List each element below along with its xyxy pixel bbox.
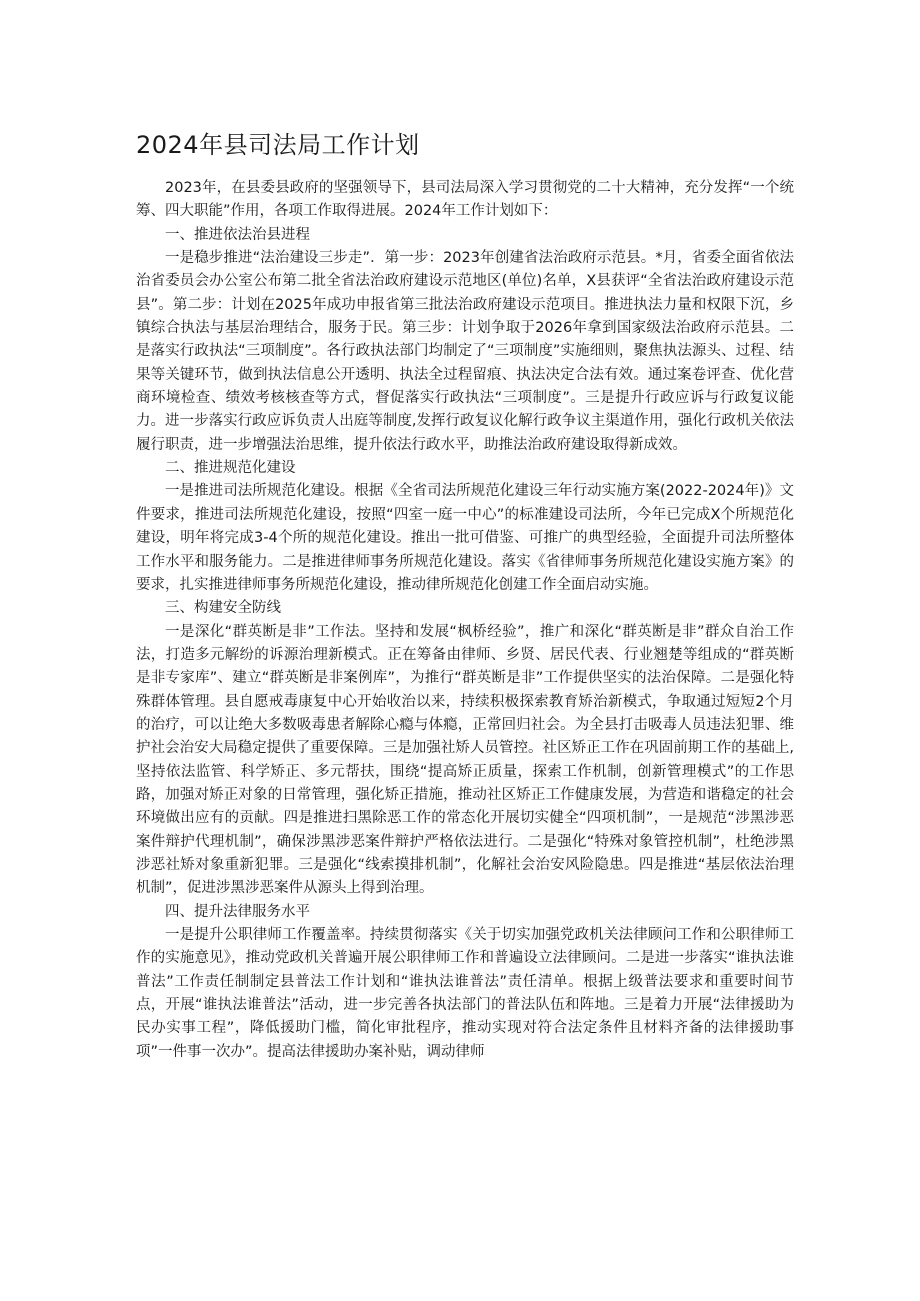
intro-paragraph: 2023年，在县委县政府的坚强领导下，县司法局深入学习贯彻党的二十大精神，充分发挥“一个统筹、四大职能”作用，各项工作取得进展。2024年工作计划如下： (136, 180, 794, 220)
document-body (136, 177, 794, 1064)
section-heading-2: 二、推进规范化建设 (165, 460, 296, 477)
section-heading-3: 三、构建安全防线 (165, 600, 281, 617)
section-text-3: 一是深化“群英断是非”工作法。坚持和发展“枫桥经验”，推广和深化“群英断是非”群众自治工作法，打造多元解纷的诉源治理新模式。正在筹备由律师、乡贤、居民代表、行业翘楚等组成的“群英断是非专家库”、建立“群英断是非案例库”，为推行“群英断是非”工作提供坚实的法治保障。二是强化特殊群体管理。县自愿戒毒康复中心开始收治以来，持续积极探索教育矫治新模式，争取通过短短2个月的治疗，可以让绝大多数吸毒患者解除心瘾与体瘾，正常回归社会。为全县打击吸毒人员违法犯罪、维护社会治安大局稳定提供了重要保障。三是加强社矫人员管控。社区矫正工作在巩固前期工作的基础上,坚持依法监管、科学矫正、多元帮扶，围绕“提高矫正质量，探索工作机制，创新管理模式”的工作思路，加强对矫正对象的日常管理，强化矫正措施，推动社区矫正工作健康发展，为营造和谐稳定的社会环境做出应有的贡献。四是推进扫黑除恶工作的常态化开展切实健全“四项机制”，一是规范“涉黑涉恶案件辩护代理机制”，确保涉黑涉恶案件辩护严格依法进行。二是强化“特殊对象管控机制”，杜绝涉黑涉恶社矫对象重新犯罪。三是强化“线索摸排机制”，化解社会治安风险隐患。四是推进“基层依法治理机制”，促进涉黑涉恶案件从源头上得到治理。 (136, 623, 794, 897)
document-title: 2024年县司法局工作计划 (136, 131, 420, 159)
section-heading-1: 一、推进依法治县进程 (165, 226, 310, 243)
section-heading-4: 四、提升法律服务水平 (165, 903, 310, 920)
section-text-4: 一是提升公职律师工作覆盖率。持续贯彻落实《关于切实加强党政机关法律顾问工作和公职律师工作的实施意见》，推动党政机关普遍开展公职律师工作和普遍设立法律顾问。二是进一步落实“谁执法谁普法”工作责任制制定县普法工作计划和“谁执法谁普法”责任清单。根据上级普法要求和重要时间节点，开展“谁执法谁普法”活动，进一步完善各执法部门的普法队伍和阵地。三是着力开展“法律援助为民办实事工程”，降低援助门槛，简化审批程序，推动实现对符合法定条件且材料齐备的法律援助事项”一件事一次办”。提高法律援助办案补贴，调动律师 (136, 927, 794, 1060)
section-text-2: 一是推进司法所规范化建设。根据《全省司法所规范化建设三年行动实施方案(2022-2024年)》文件要求，推进司法所规范化建设，按照“四室一庭一中心”的标准建设司法所，今年已完成X个所规范化建设，明年将完成3-4个所的规范化建设。推出一批可借鉴、可推广的典型经验，全面提升司法所整体工作水平和服务能力。二是推进律师事务所规范化建设。落实《省律师事务所规范化建设实施方案》的要求，扎实推进律师事务所规范化建设，推动律所规范化创建工作全面启动实施。 (136, 483, 794, 593)
section-text-1: 一是稳步推进“法治建设三步走”．第一步：2023年创建省法治政府示范县。*月，省委全面省依法治省委员会办公室公布第二批全省法治政府建设示范地区(单位)名单，X县获评“全省法治政府建设示范县”。第二步：计划在2025年成功申报省第三批法治政府建设示范项目。推进执法力量和权限下沉，乡镇综合执法与基层治理结合，服务于民。第三步：计划争取于2026年拿到国家级法治政府示范县。二是落实行政执法“三项制度”。各行政执法部门均制定了“三项制度”实施细则，聚焦执法源头、过程、结果等关键环节，做到执法信息公开透明、执法全过程留痕、执法决定合法有效。通过案卷评查、优化营商环境检查、绩效考核核查等方式，督促落实行政执法“三项制度”。三是提升行政应诉与行政复议能力。进一步落实行政应诉负责人出庭等制度,发挥行政复议化解行政争议主渠道作用，强化行政机关依法履行职责，进一步增强法治思维，提升依法行政水平，助推法治政府建设取得新成效。 (136, 250, 794, 453)
